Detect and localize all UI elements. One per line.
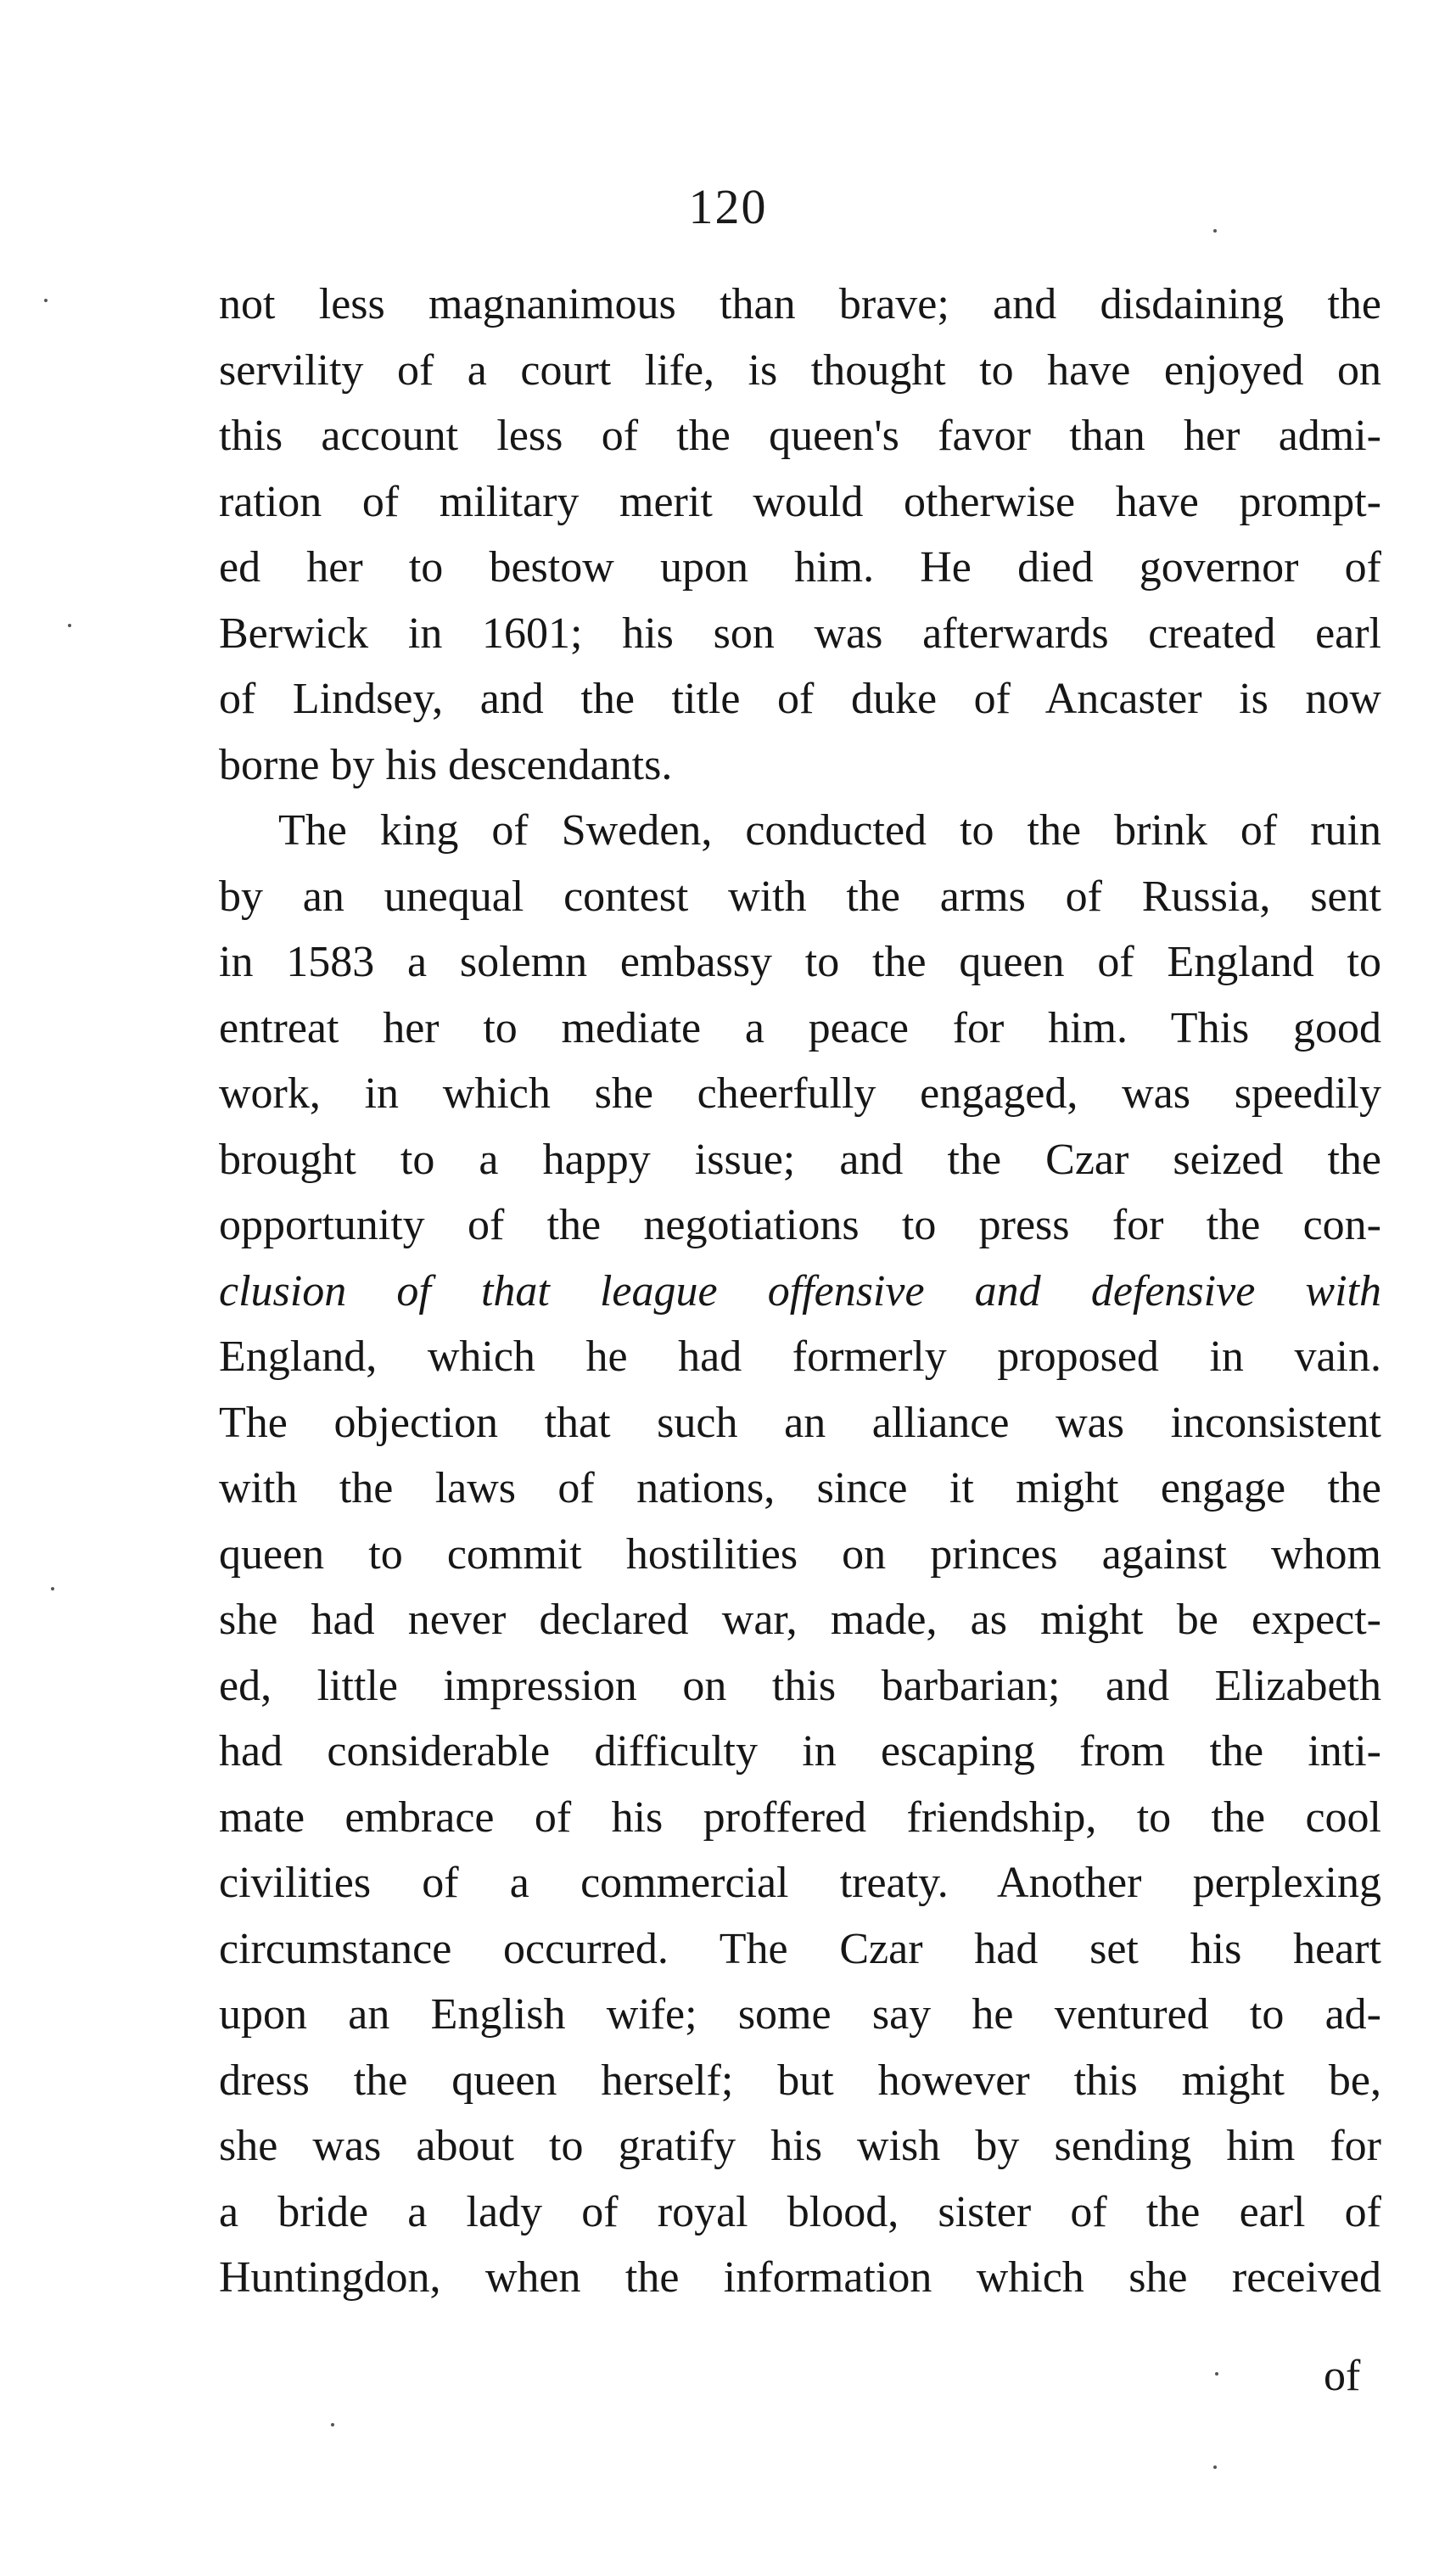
text-line: upon an English wife; some say he ventured to ad- (219, 1990, 1381, 2039)
text-line: this account less of the queen's favor than her admi- (219, 412, 1381, 460)
text-line: England, which he had formerly proposed in vain. (219, 1332, 1381, 1381)
scan-speck (1213, 2465, 1217, 2469)
text-line: dress the queen herself; but however this might be, (219, 2056, 1381, 2105)
text-line: of Lindsey, and the title of duke of Ancaster is now (219, 675, 1381, 723)
text-line: opportunity of the negotiations to press for the con- (219, 1201, 1381, 1249)
text-line: a bride a lady of royal blood, sister of the earl of (219, 2187, 1381, 2236)
text-line: queen to commit hostilities on princes against whom (219, 1529, 1381, 1579)
scan-speck (44, 299, 48, 302)
text-line: servility of a court life, is thought to have enjoyed on (219, 345, 1381, 395)
text-line: with the laws of nations, since it might engage the (219, 1464, 1381, 1512)
text-line: Huntingdon, when the information which she received (219, 2253, 1381, 2302)
scan-speck (51, 1587, 54, 1590)
text-line: borne by his descendants. (219, 740, 673, 789)
text-line: clusion of that league offensive and defensive with (219, 1266, 1381, 1315)
scan-speck (331, 2423, 334, 2426)
text-line: by an unequal contest with the arms of Russia, sent (219, 872, 1381, 921)
text-line: civilities of a commercial treaty. Another perplexing (219, 1859, 1381, 1907)
text-line: The objection that such an alliance was inconsistent (219, 1398, 1381, 1447)
text-line: mate embrace of his proffered friendship, to the cool (219, 1792, 1381, 1842)
text-line: ed, little impression on this barbarian; and Elizabeth (219, 1661, 1381, 1710)
scan-speck (1215, 2372, 1218, 2376)
catchword: of (1324, 2352, 1361, 2400)
text-line: ed her to bestow upon him. He died governor of (219, 543, 1381, 592)
text-line: entreat her to mediate a peace for him. This good (219, 1003, 1381, 1052)
text-line: Berwick in 1601; his son was afterwards created earl (219, 609, 1381, 658)
text-line: she had never declared war, made, as might be expect- (219, 1596, 1381, 1644)
text-line: The king of Sweden, conducted to the brink of ruin (278, 806, 1381, 855)
text-line: she was about to gratify his wish by sending him for (219, 2122, 1381, 2170)
text-line: brought to a happy issue; and the Czar seized the (219, 1135, 1381, 1184)
text-line: in 1583 a solemn embassy to the queen of England to (219, 938, 1381, 986)
scan-speck (68, 624, 71, 627)
text-line: circumstance occurred. The Czar had set his heart (219, 1924, 1381, 1973)
body-text (219, 272, 1381, 2311)
scan-speck (1213, 229, 1217, 233)
text-line: work, in which she cheerfully engaged, was speedily (219, 1069, 1381, 1118)
text-line: not less magnanimous than brave; and disdaining the (219, 280, 1381, 328)
text-line: had considerable difficulty in escaping from the inti- (219, 1727, 1381, 1775)
page-number: 120 (688, 179, 768, 234)
text-line: ration of military merit would otherwise have prompt- (219, 477, 1381, 526)
